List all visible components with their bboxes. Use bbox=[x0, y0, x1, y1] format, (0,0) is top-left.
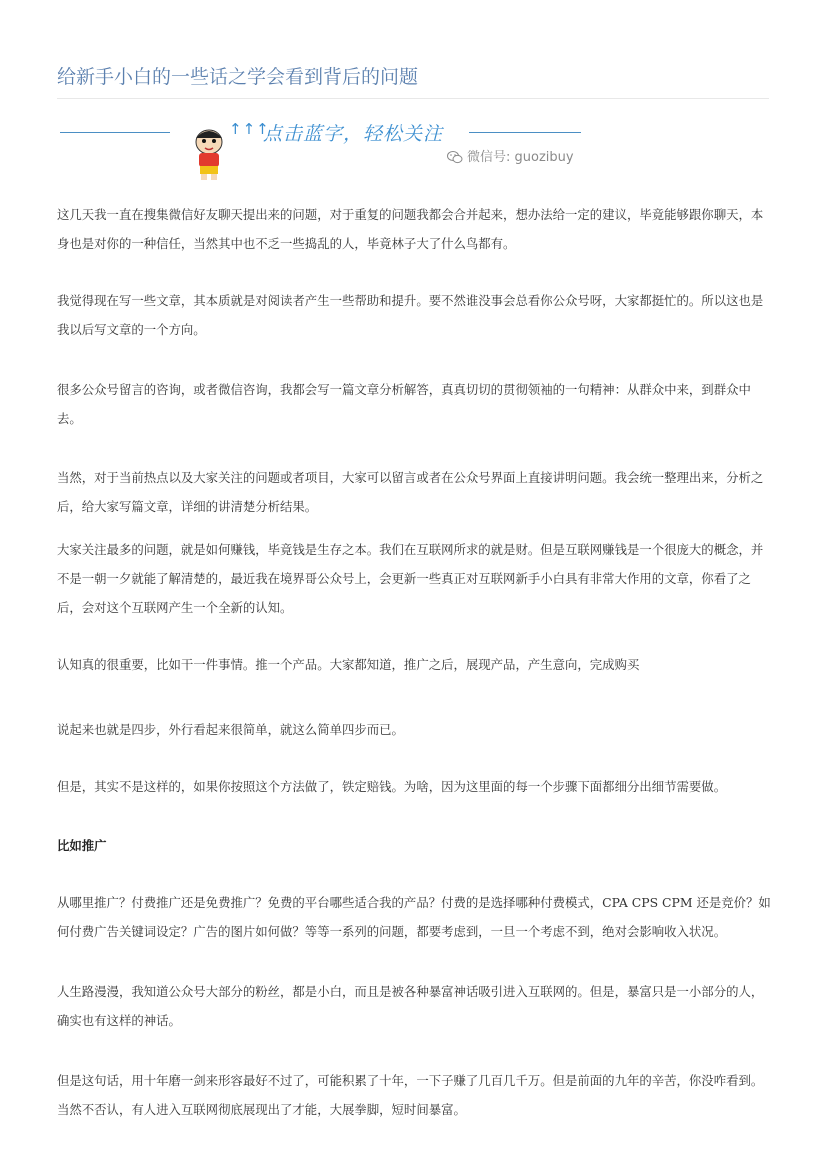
paragraph: 当然，对于当前热点以及大家关注的问题或者项目，大家可以留言或者在公众号界面上直接讲明问题。我会统一整理出来，分析之后，给大家写篇文章，详细的讲清楚分析结果。 bbox=[57, 470, 764, 514]
title-divider bbox=[57, 98, 769, 99]
paragraph: 很多公众号留言的咨询，或者微信咨询，我都会写一篇文章分析解答，真真切切的贯彻领袖的一句精神：从群众中来，到群众中去。 bbox=[57, 382, 751, 426]
paragraph: 说起来也就是四步，外行看起来很简单，就这么简单四步而已。 bbox=[57, 722, 404, 737]
paragraph: 人生路漫漫，我知道公众号大部分的粉丝，都是小白，而且是被各种暴富神话吸引进入互联网的。但是，暴富只是一小部分的人，确实也有这样的神话。 bbox=[57, 984, 764, 1028]
paragraph: 认知真的很重要，比如干一件事情。推一个产品。大家都知道，推广之后，展现产品，产生意向，完成购买 bbox=[57, 657, 640, 672]
banner-line-right bbox=[469, 132, 581, 133]
article-title: 给新手小白的一些话之学会看到背后的问题 bbox=[57, 66, 419, 88]
paragraph: 但是，其实不是这样的，如果你按照这个方法做了，铁定赔钱。为啥，因为这里面的每一个步骤下面都细分出细节需要做。 bbox=[57, 779, 727, 794]
paragraph: 我觉得现在写一些文章，其本质就是对阅读者产生一些帮助和提升。要不然谁没事会总看你公众号呀，大家都挺忙的。所以这也是我以后写文章的一个方向。 bbox=[57, 293, 764, 337]
banner-slogan: 点击蓝字，轻松关注 bbox=[263, 123, 444, 145]
wechat-icon bbox=[447, 151, 463, 164]
wechat-id-text: 微信号: guozibuy bbox=[467, 150, 574, 165]
paragraph: 大家关注最多的问题，就是如何赚钱，毕竟钱是生存之本。我们在互联网所求的就是财。但是互联网赚钱是一个很庞大的概念，并不是一朝一夕就能了解清楚的，最近我在境界哥公众号上，会更新一些真正对互联网新手小白具有非常大作用的文章，你看了之后，会对这个互联网产生一个全新的认知。 bbox=[57, 542, 764, 615]
arrows-up-icon: ↑↑↑ bbox=[229, 120, 270, 138]
banner-line-left bbox=[60, 132, 170, 133]
paragraph: 但是这句话，用十年磨一剑来形容最好不过了，可能积累了十年，一下子赚了几百几千万。但是前面的九年的辛苦，你没咋看到。当然不否认，有人进入互联网彻底展现出了才能，大展拳脚，短时间暴富。 bbox=[57, 1073, 764, 1117]
wechat-id bbox=[447, 146, 574, 165]
cartoon-mascot-icon bbox=[187, 126, 231, 182]
follow-banner-image bbox=[57, 112, 587, 188]
section-heading: 比如推广 bbox=[57, 838, 107, 853]
paragraph: 从哪里推广？付费推广还是免费推广？免费的平台哪些适合我的产品？付费的是选择哪种付费模式，CPA CPS CPM 还是竞价？如何付费广告关键词设定？广告的图片如何做？等等一系列的问题，都要考虑到，一旦一个考虑不到，绝对会影响收入状况。 bbox=[57, 895, 771, 939]
paragraph: 这几天我一直在搜集微信好友聊天提出来的问题，对于重复的问题我都会合并起来，想办法给一定的建议，毕竟能够跟你聊天，本身也是对你的一种信任，当然其中也不乏一些捣乱的人，毕竟林子大了什么鸟都有。 bbox=[57, 207, 764, 251]
